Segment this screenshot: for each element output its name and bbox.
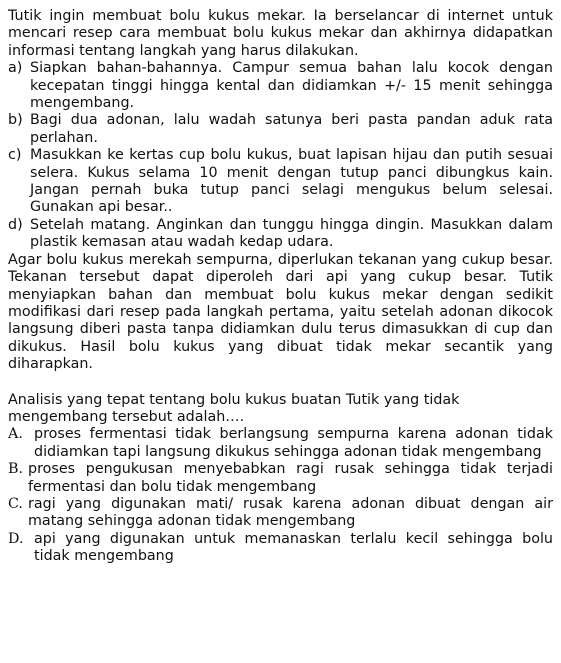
- option-marker: D.: [8, 530, 24, 547]
- option-text: api yang digunakan untuk memanaskan terlalu kecil sehingga bolu tidak mengembang: [34, 530, 553, 565]
- intro-paragraph: Tutik ingin membuat bolu kukus mekar. Ia berselancar di internet untuk mencari resep cara membuat bolu kukus mekar dan akhirnya didapatkan informasi tentang langkah yang harus dilakukan.: [8, 8, 553, 59]
- step-marker: c): [8, 147, 22, 164]
- option-text: proses pengukusan menyebabkan ragi rusak sehingga tidak terjadi fermentasi dan bolu tidak mengembang: [28, 461, 553, 495]
- step-text: Masukkan ke kertas cup bolu kukus, buat lapisan hijau dan putih sesuai selera. Kukus selama 10 menit dengan tutup panci dibungkus kain. Jangan pernah buka tutup panci selagi mengukus belum selesai. Gunakan api besar..: [30, 147, 553, 216]
- list-item: [8, 217, 553, 252]
- step-text: Siapkan bahan-bahannya. Campur semua bahan lalu kocok dengan kecepatan tinggi hingga kental dan didiamkan +/- 15 menit sehingga mengembang.: [30, 60, 553, 112]
- answer-option-a[interactable]: [8, 426, 553, 461]
- recipe-steps-list: [8, 60, 553, 251]
- step-marker: d): [8, 216, 23, 233]
- list-item: [8, 147, 553, 217]
- option-marker: C.: [8, 495, 23, 512]
- option-text: proses fermentasi tidak berlangsung sempurna karena adonan tidak didiamkan tapi langsung dikukus sehingga adonan tidak mengembang: [34, 426, 553, 460]
- step-text: Setelah matang. Anginkan dan tunggu hingga dingin. Masukkan dalam plastik kemasan atau wadah kedap udara.: [30, 216, 553, 251]
- step-text: Bagi dua adonan, lalu wadah satunya beri pasta pandan aduk rata perlahan.: [30, 112, 553, 146]
- step-marker: a): [8, 60, 23, 77]
- answer-option-b[interactable]: [8, 461, 553, 496]
- option-text: ragi yang digunakan mati/ rusak karena adonan dibuat dengan air matang sehingga adonan tidak mengembang: [28, 495, 553, 530]
- answer-option-c[interactable]: [8, 496, 553, 531]
- answer-options-list: [8, 426, 553, 565]
- closing-paragraph: Agar bolu kukus merekah sempurna, diperlukan tekanan yang cukup besar. Tekanan tersebut dapat diperoleh dari api yang cukup besar. Tutik menyiapkan bahan dan membuat bolu kukus mekar dengan sedikit modifikasi dari resep pada langkah pertama, yaitu setelah adonan dikocok langsung diberi pasta tanpa didiamkan dulu terus dimasukkan di cup dan dikukus. Hasil bolu kukus yang dibuat tidak mekar secantik yang diharapkan.: [8, 251, 553, 373]
- list-item: [8, 60, 553, 112]
- list-item: [8, 112, 553, 147]
- answer-option-d[interactable]: [8, 531, 553, 566]
- question-text: Analisis yang tepat tentang bolu kukus buatan Tutik yang tidak mengembang tersebut adalah….: [8, 391, 460, 425]
- option-marker: B.: [8, 461, 24, 478]
- spacer: [8, 374, 553, 392]
- option-marker: A.: [8, 426, 23, 443]
- step-marker: b): [8, 112, 23, 129]
